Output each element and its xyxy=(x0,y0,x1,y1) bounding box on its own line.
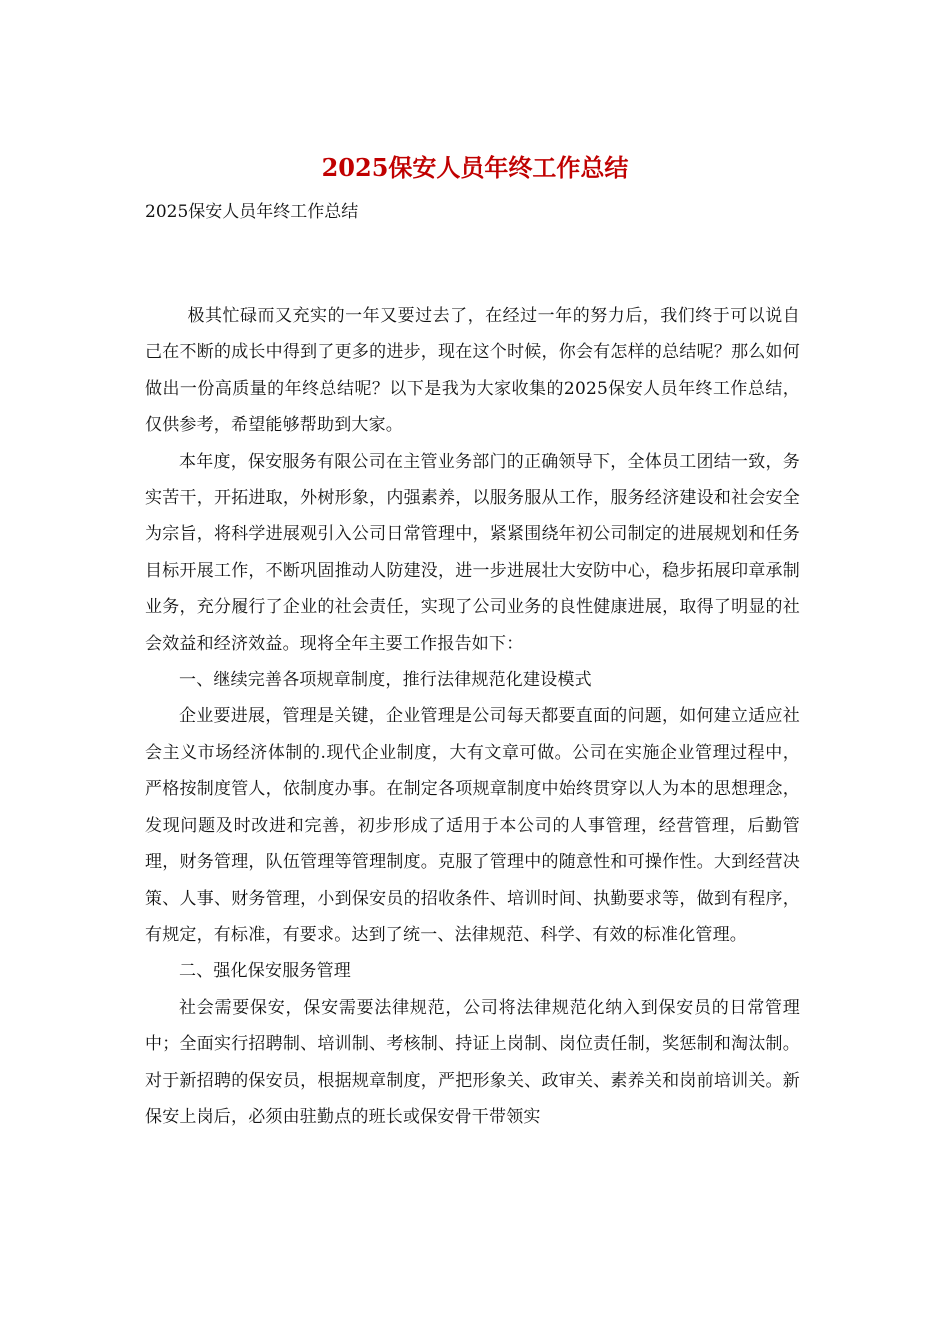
overview-paragraph: 本年度，保安服务有限公司在主管业务部门的正确领导下，全体员工团结一致，务实苦干，开拓进取，外树形象，内强素养，以服务服从工作，服务经济建设和社会安全为宗旨，将科学进展观引入公司日常管理中，紧紧围绕年初公司制定的进展规划和任务目标开展工作，不断巩固推动人防建没，进一步进展壮大安防中心，稳步拓展印章承制业务，充分履行了企业的社会责任，实现了公司业务的良性健康进展，取得了明显的社会效益和经济效益。现将全年主要工作报告如下： xyxy=(145,451,800,654)
document-title: 2025保安人员年终工作总结 xyxy=(321,153,629,182)
section-paragraph-1: 企业要进展，管理是关键，企业管理是公司每天都要直面的问题，如何建立适应社会主义市场经济体制的.现代企业制度，大有文章可做。公司在实施企业管理过程中，严格按制度管人，依制度办事。在制定各项规章制度中始终贯穿以人为本的思想理念，发现问题及时改进和完善，初步形成了适用于本公司的人事管理，经营管理，后勤管理，财务管理，队伍管理等管理制度。克服了管理中的随意性和可操作性。大到经营决策、人事、财务管理，小到保安员的招收条件、培训时间、执勤要求等，做到有程序，有规定，有标准，有要求。达到了统一、法律规范、科学、有效的标准化管理。 xyxy=(145,706,800,945)
document-body xyxy=(145,298,800,1135)
section-heading-1: 一、继续完善各项规章制度，推行法律规范化建设模式 xyxy=(179,670,592,691)
document-subtitle: 2025保安人员年终工作总结 xyxy=(145,202,359,222)
section-heading-2: 二、强化保安服务管理 xyxy=(179,961,351,982)
section-paragraph-2: 社会需要保安，保安需要法律规范，公司将法律规范化纳入到保安员的日常管理中；全面实行招聘制、培训制、考核制、持证上岗制、岗位责任制，奖惩制和淘汰制。对于新招聘的保安员，根据规章制度，严把形象关、政审关、素养关和岗前培训关。新保安上岗后，必须由驻勤点的班长或保安骨干带领实 xyxy=(145,997,800,1127)
intro-paragraph: 极其忙碌而又充实的一年又要过去了，在经过一年的努力后，我们终于可以说自己在不断的成长中得到了更多的进步，现在这个时候，你会有怎样的总结呢？那么如何做出一份高质量的年终总结呢？以下是我为大家收集的2025保安人员年终工作总结，仅供参考，希望能够帮助到大家。 xyxy=(145,306,800,436)
